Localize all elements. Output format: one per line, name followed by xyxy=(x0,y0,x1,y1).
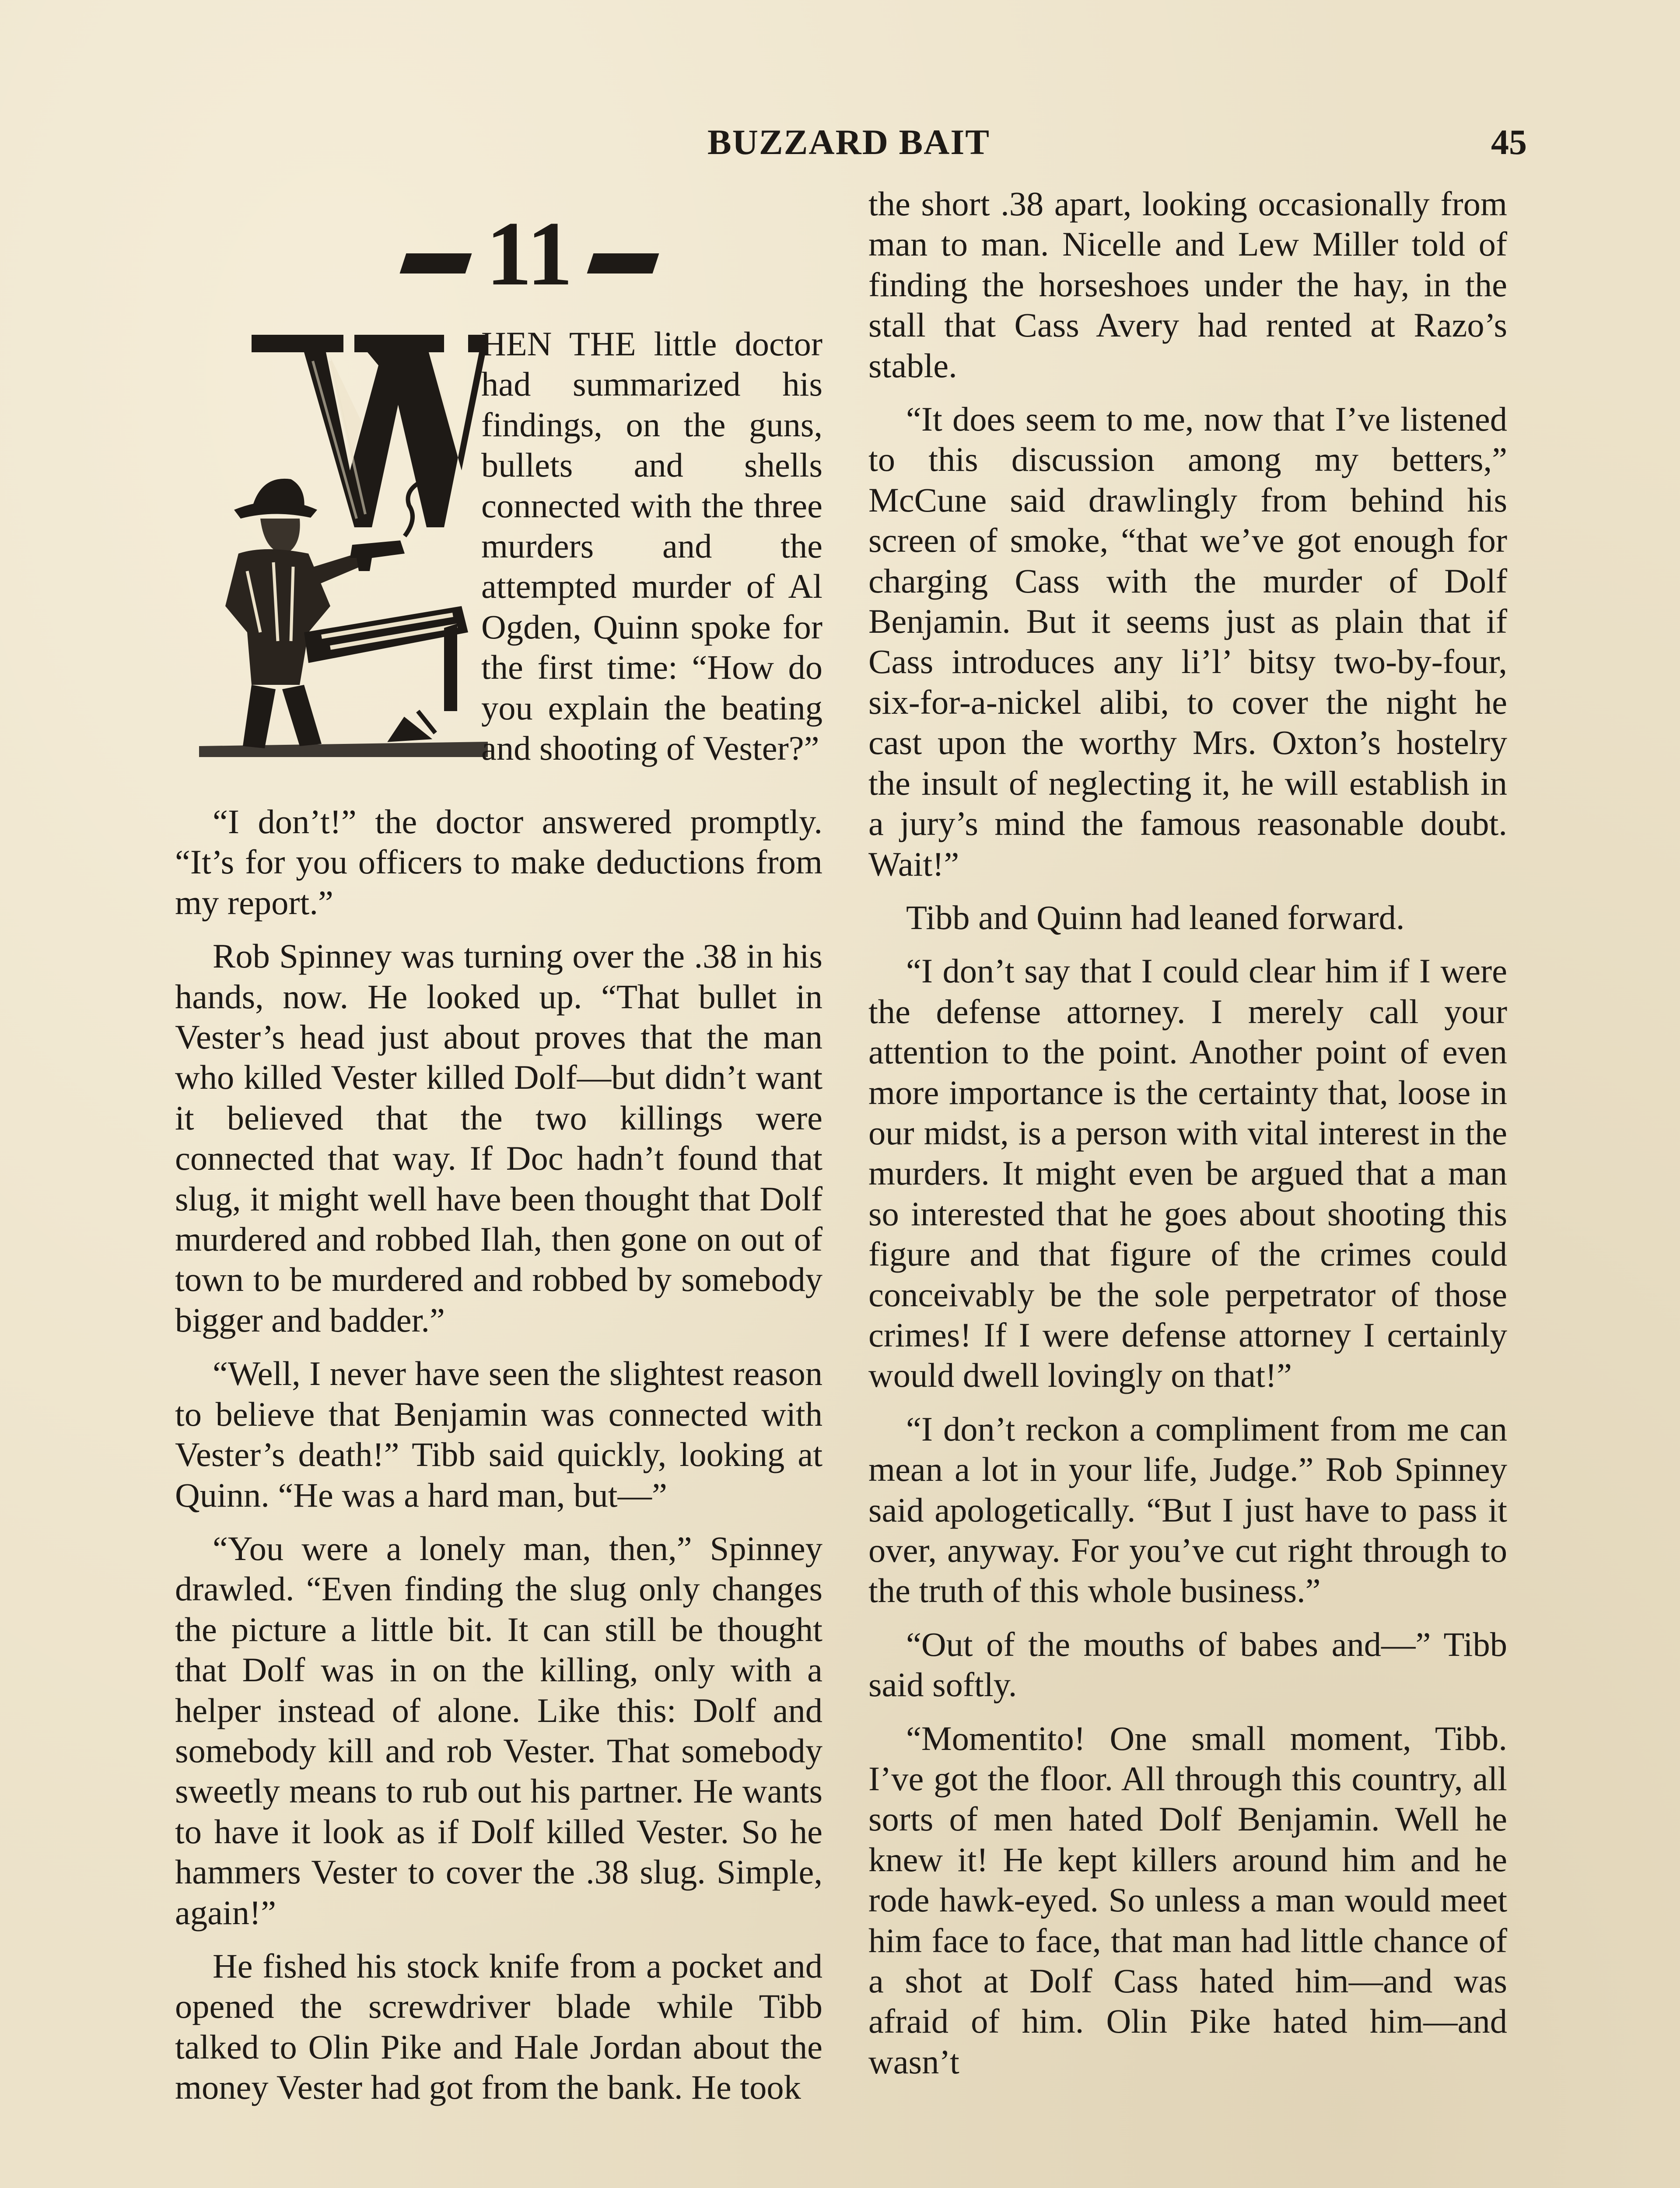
right-paragraph-1: the short .38 apart, looking occasionally from man to man. Nicelle and Lew Miller told of finding the horseshoes under the hay, in the stall that Cass Avery had rented at Razo’s stable. xyxy=(868,185,1507,385)
running-title: BUZZARD BAIT xyxy=(707,122,990,162)
left-dash-ornament xyxy=(399,253,472,274)
left-paragraph-2: Rob Spinney was turning over the .38 in his hands, now. He looked up. “That bullet in Vester’s head just about proves that the man who killed Vester killed Dolf—but didn’t want it believed that the two killings were connected that way. If Doc hadn’t found that slug, it might well have been thought that Dolf murdered and robbed Ilah, then gone on out of town to be murdered and robbed by somebody bigger and badder.” xyxy=(175,937,822,1339)
right-paragraph-3: Tibb and Quinn had leaned forward. xyxy=(906,898,1405,936)
right-paragraph-4: “I don’t say that I could clear him if I were the defense attorney. I merely call your attention to the point. Another point of even more importance is the certainty that, loose in our midst, is a person with vital interest in the murders. It might even be argued that a man so interested that he goes about shooting this figure and that figure of the crimes could conceivably be the sole perpetrator of those crimes! If I were defense attorney I certainly would dwell lovingly on that!” xyxy=(868,952,1507,1395)
left-paragraph-3: “Well, I never have seen the slightest reason to believe that Benjamin was connected with Vester’s death!” Tibb said quickly, looking at Quinn. “He was a hard man, but—” xyxy=(175,1354,822,1514)
right-paragraph-5: “I don’t reckon a compliment from me can mean a lot in your life, Judge.” Rob Spinney said apologetically. “But I just have to pass it over, anyway. For you’ve cut right through to the truth of this whole business.” xyxy=(868,1410,1507,1610)
right-column-body xyxy=(868,184,1507,2082)
chapter-number: 11 xyxy=(486,203,573,305)
right-paragraph-2: “It does seem to me, now that I’ve listened to this discussion among my betters,” McCune said drawlingly from behind his screen of smoke, “that we’ve got enough for charging Cass with the murder of Dolf Benjamin. But it seems just as plain that if Cass introduces any li’l’ bitsy two-by-four, six-for-a-nickel alibi, to cover the night he cast upon the worthy Mrs. Oxton’s hostelry the insult of neglecting it, he will establish in a jury’s mind the famous reasonable doubt. Wait!” xyxy=(868,400,1507,883)
right-paragraph-6: “Out of the mouths of babes and—” Tibb said softly. xyxy=(868,1625,1507,1704)
right-dash-ornament xyxy=(587,253,659,274)
left-paragraph-4: “You were a lonely man, then,” Spinney drawled. “Even finding the slug only changes the picture a little bit. It can still be thought that Dolf was in on the killing, only with a helper instead of alone. Like this: Dolf and somebody kill and rob Vester. That somebody sweetly means to rub out his partner. He wants to have it look as if Dolf killed Vester. So he hammers Vester to cover the .38 slug. Simple, again!” xyxy=(175,1529,822,1932)
drop-cap-space xyxy=(175,324,481,770)
chapter-heading xyxy=(372,203,687,305)
intro-paragraph: HEN THE little doctor had summarized his findings, on the guns, bullets and shells connected with the three murders and the attempted murder of Al Ogden, Quinn spoke for the first time: “How do you explain the beating and shooting of Vester?” xyxy=(481,325,822,768)
left-paragraph-5: He fished his stock knife from a pocket and opened the screwdriver blade while Tibb talked to Olin Pike and Hale Jordan about the money Vester had got from the bank. He took xyxy=(175,1946,822,2107)
right-paragraph-7: “Momentito! One small moment, Tibb. I’ve got the floor. All through this country, all sorts of men hated Dolf Benjamin. Well he knew it! He kept killers around him and he rode hawk-eyed. So unless a man would meet him face to face, that man had little chance of a shot at Dolf Cass hated him—and was afraid of him. Olin Pike hated him—and wasn’t xyxy=(868,1719,1507,2081)
page-number: 45 xyxy=(1491,122,1527,162)
left-column-intro xyxy=(175,324,822,770)
left-paragraph-1: “I don’t!” the doctor answered promptly. “It’s for you officers to make deductions from my report.” xyxy=(175,803,822,922)
left-column-body xyxy=(175,802,822,2108)
